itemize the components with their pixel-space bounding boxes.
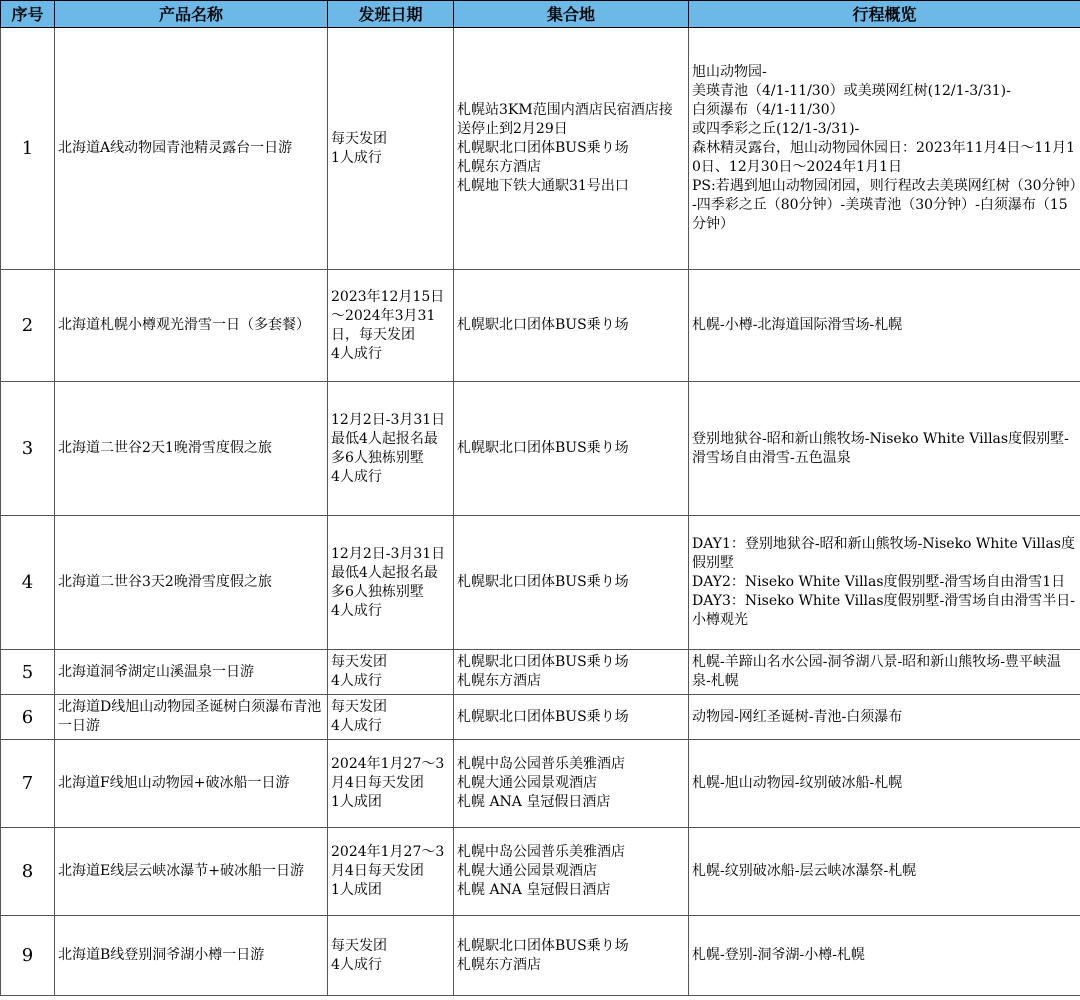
header-product-name: 产品名称 (55, 1, 328, 28)
itinerary: 札幌-登别-洞爷湖-小樽-札幌 (689, 916, 1080, 996)
meeting-point: 札幌中岛公园普乐美雅酒店 札幌大通公园景观酒店 札幌 ANA 皇冠假日酒店 (454, 828, 689, 916)
header-itinerary: 行程概览 (689, 1, 1080, 28)
table-row (1, 516, 1080, 650)
header-row (1, 1, 1080, 28)
departure-date: 12月2日-3月31日 最低4人起报名最多6人独栋别墅 4人成行 (328, 382, 454, 516)
itinerary: 札幌-旭山动物园-纹别破冰船-札幌 (689, 740, 1080, 828)
product-name: 北海道B线登别洞爷湖小樽一日游 (55, 916, 328, 996)
meeting-point: 札幌駅北口团体BUS乗り场 (454, 695, 689, 740)
meeting-point: 札幌駅北口团体BUS乗り场 (454, 382, 689, 516)
row-index: 4 (1, 516, 55, 650)
departure-date: 2023年12月15日～2024年3月31日，每天发团 4人成行 (328, 270, 454, 382)
row-index: 8 (1, 828, 55, 916)
meeting-point: 札幌站3KM范围内酒店民宿酒店接送停止到2月29日 札幌駅北口团体BUS乗り场 札幌东方酒店 札幌地下铁大通駅31号出口 (454, 28, 689, 270)
product-name: 北海道D线旭山动物园圣诞树白须瀑布青池一日游 (55, 695, 328, 740)
table-row (1, 740, 1080, 828)
itinerary: 札幌-纹别破冰船-层云峡冰瀑祭-札幌 (689, 828, 1080, 916)
departure-date: 2024年1月27～3月4日每天发团 1人成团 (328, 740, 454, 828)
meeting-point: 札幌駅北口团体BUS乗り场 (454, 516, 689, 650)
itinerary: 动物园-网红圣诞树-青池-白须瀑布 (689, 695, 1080, 740)
itinerary: 登别地狱谷-昭和新山熊牧场-Niseko White Villas度假别墅-滑雪场自由滑雪-五色温泉 (689, 382, 1080, 516)
product-name: 北海道札幌小樽观光滑雪一日（多套餐） (55, 270, 328, 382)
departure-date: 2024年1月27～3月4日每天发团 1人成团 (328, 828, 454, 916)
meeting-point: 札幌駅北口团体BUS乗り场 札幌东方酒店 (454, 916, 689, 996)
row-index: 5 (1, 650, 55, 695)
itinerary: 札幌-小樽-北海道国际滑雪场-札幌 (689, 270, 1080, 382)
header-meeting-point: 集合地 (454, 1, 689, 28)
table-row (1, 916, 1080, 996)
product-name: 北海道二世谷3天2晚滑雪度假之旅 (55, 516, 328, 650)
table-row (1, 270, 1080, 382)
meeting-point: 札幌駅北口团体BUS乗り场 札幌东方酒店 (454, 650, 689, 695)
table-row (1, 650, 1080, 695)
itinerary: 札幌-羊蹄山名水公园-洞爷湖八景-昭和新山熊牧场-豊平峡温泉-札幌 (689, 650, 1080, 695)
departure-date: 每天发团 4人成行 (328, 916, 454, 996)
row-index: 3 (1, 382, 55, 516)
table-row (1, 695, 1080, 740)
meeting-point: 札幌駅北口团体BUS乗り场 (454, 270, 689, 382)
row-index: 9 (1, 916, 55, 996)
row-index: 6 (1, 695, 55, 740)
row-index: 7 (1, 740, 55, 828)
table-row (1, 382, 1080, 516)
product-name: 北海道E线层云峡冰瀑节+破冰船一日游 (55, 828, 328, 916)
meeting-point: 札幌中岛公园普乐美雅酒店 札幌大通公园景观酒店 札幌 ANA 皇冠假日酒店 (454, 740, 689, 828)
departure-date: 12月2日-3月31日 最低4人起报名最多6人独栋别墅 4人成行 (328, 516, 454, 650)
itinerary: DAY1：登别地狱谷-昭和新山熊牧场-Niseko White Villas度假别墅 DAY2：Niseko White Villas度假别墅-滑雪场自由滑雪1日 DAY3：Niseko White Villas度假别墅-滑雪场自由滑雪半日-小樽观光 (689, 516, 1080, 650)
table-row (1, 828, 1080, 916)
header-index: 序号 (1, 1, 55, 28)
product-name: 北海道F线旭山动物园+破冰船一日游 (55, 740, 328, 828)
header-departure-date: 发班日期 (328, 1, 454, 28)
product-name: 北海道A线动物园青池精灵露台一日游 (55, 28, 328, 270)
itinerary: 旭山动物园- 美瑛青池（4/1-11/30）或美瑛网红树(12/1-3/31)- 白须瀑布（4/1-11/30） 或四季彩之丘(12/1-3/31)- 森林精灵露台，旭山动物园休园日：2023年11月4日～11月10日、12月30日～2024年1月1日 PS:若遇到旭山动物园闭园，则行程改去美瑛网红树（30分钟）-四季彩之丘（80分钟）-美瑛青池（30分钟）-白须瀑布（15分钟） (689, 28, 1080, 270)
row-index: 1 (1, 28, 55, 270)
departure-date: 每天发团 4人成行 (328, 650, 454, 695)
table-row (1, 28, 1080, 270)
departure-date: 每天发团 4人成行 (328, 695, 454, 740)
product-name: 北海道洞爷湖定山溪温泉一日游 (55, 650, 328, 695)
departure-date: 每天发团 1人成行 (328, 28, 454, 270)
product-name: 北海道二世谷2天1晚滑雪度假之旅 (55, 382, 328, 516)
row-index: 2 (1, 270, 55, 382)
